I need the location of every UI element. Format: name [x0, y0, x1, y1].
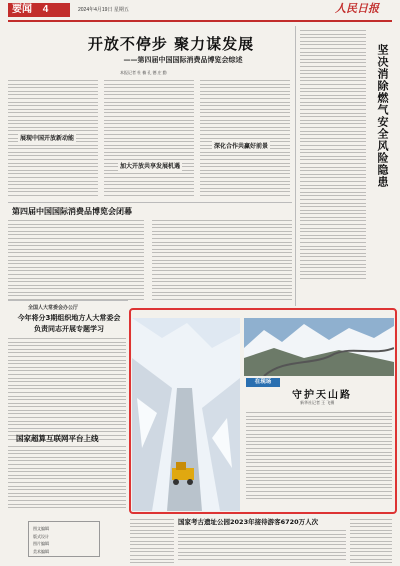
archaeology-text-1 [130, 519, 174, 566]
section-name: 要闻 [12, 4, 32, 15]
photo-caption [246, 412, 392, 502]
lead-title: 开放不停步 聚力谋发展 [87, 35, 255, 53]
photo-title: 守护天山路 [292, 390, 352, 401]
editor-label-1: 图文编辑 [33, 526, 49, 531]
lead-subhead-2: 加大开放共享发展机遇 [118, 160, 182, 171]
archaeology-text-2 [178, 530, 346, 562]
npc-kicker: 全国人大常委会办公厅 [28, 305, 79, 311]
masthead-logo: 人民日报 [335, 2, 379, 15]
editor-label-4: 美术编辑 [33, 548, 49, 554]
editor-label-2: 版式设计 [33, 533, 49, 539]
archaeology-text-3 [350, 519, 392, 566]
lead-column-2 [104, 80, 194, 199]
section-rule-npc [8, 300, 128, 301]
photo-tag: 在现场 [246, 378, 280, 387]
lead-subhead-1: 展现中国开放新动能 [18, 132, 76, 143]
expo-news-text-1 [8, 220, 144, 303]
expo-news-text-2 [152, 220, 292, 303]
lead-subtitle: ——第四届中国国际消费品博览会综述 [123, 55, 243, 64]
issue-date: 2024年4月19日 星期五 [78, 7, 129, 13]
archaeology-title: 国家考古遗址公园2023年接待游客6720万人次 [178, 518, 319, 526]
section-rule-internet [8, 428, 126, 429]
commentary-title: 坚决消除燃气安全风险隐患 [376, 44, 389, 188]
photo-byline: 新华社记者 王 飞摄 [300, 400, 335, 405]
photo-snow-road [132, 318, 240, 511]
editor-label-3: 图片编辑 [33, 541, 49, 546]
commentary-text [300, 30, 366, 282]
expo-news-title: 第四届中国国际消费品博览会闭幕 [12, 207, 132, 216]
photo-mountain-pass [244, 318, 394, 376]
lead-byline: 本报记者 杜 楠 孔 德 庄 勤 [120, 70, 167, 75]
page-number: 4 [42, 4, 49, 15]
section-rule-expo [8, 202, 292, 203]
lead-subhead-3: 深化合作共赢好前景 [212, 140, 270, 151]
npc-title-1: 今年将分3期组织地方人大常委会 [17, 314, 121, 322]
section-band [8, 3, 70, 17]
column-divider [295, 26, 296, 306]
header-rule [8, 20, 392, 22]
internet-text [8, 446, 126, 511]
editor-box [28, 521, 100, 557]
npc-title-2: 负责同志开展专题学习 [34, 325, 104, 333]
npc-text [8, 338, 126, 442]
internet-title: 国家超算互联网平台上线 [16, 434, 99, 443]
